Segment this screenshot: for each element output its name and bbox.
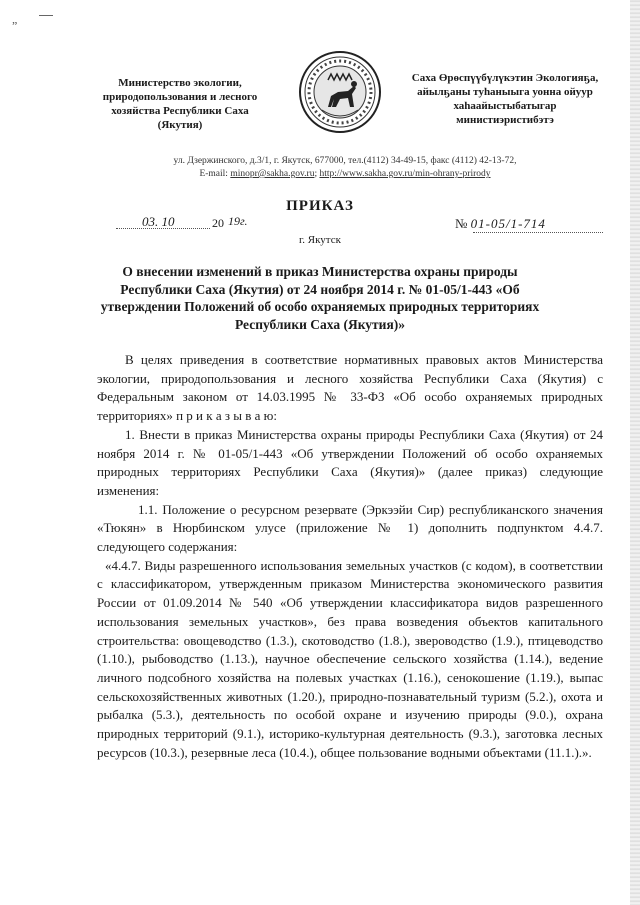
email-link[interactable]: minopr@sakha.gov.ru: [230, 169, 315, 179]
order-heading: О внесении изменений в приказ Министерства охраны природы Республики Саха (Якутия) от 24 ноября 2014 г. № 01-05/1-443 «Об утверждении Положений об особо охраняемых природных территориях Республики Саха (Якутия)»: [100, 264, 540, 332]
address-line: ул. Дзержинского, д.3/1, г. Якутск, 677000, тел.(4112) 34-49-15, факс (4112) 42-13-72,: [173, 156, 517, 166]
coat-of-arms-icon: [298, 50, 382, 134]
contact-block: [150, 155, 540, 181]
corner-dash: [39, 15, 53, 16]
number-blank: [473, 232, 603, 233]
paragraph-item-1-1: 1.1. Положение о ресурсном резервате (Эркээйи Сир) республиканского значения «Тюкян» в Нюрбинском улусе (приложение № 1) дополнить подпунктом 4.4.7. следующего содержания:: [97, 501, 603, 555]
order-date: [116, 214, 266, 232]
number-prefix: №: [455, 216, 468, 231]
website-link[interactable]: http://www.sakha.gov.ru/min-ohrany-prirody: [319, 169, 491, 179]
order-number: [455, 216, 546, 232]
year-prefix: 20: [212, 216, 224, 230]
paragraph-preamble: В целях приведения в соответствие нормативных правовых актов Министерства экологии, природопользования и лесного хозяйства Республики Саха (Якутия) с Федеральным законом от 14.03.1995 № 33-ФЗ «Об особо охраняемых природных территориях» п р и к а з ы в а ю:: [97, 352, 603, 424]
ministry-name-yakut: Саха Өрөспүүбүлүкэтин Экологияҕа, айылҕаны туһаныыга уонна ойуур хаһаайыстыбатыгар министиэристибэтэ: [411, 72, 599, 126]
handwritten-number: 01-05/1-714: [470, 216, 546, 231]
handwritten-date: 03. 10: [142, 214, 175, 229]
email-line: E-mail: minopr@sakha.gov.ru; http://www.sakha.gov.ru/min-ohrany-prirody: [199, 169, 491, 179]
order-body: [97, 351, 603, 762]
email-label: E-mail:: [199, 169, 228, 179]
city-line: г. Якутск: [299, 234, 341, 246]
handwritten-year: 19г.: [228, 214, 248, 228]
document-title: ПРИКАЗ: [286, 198, 354, 214]
scan-edge: [630, 0, 640, 905]
corner-mark: „: [12, 12, 18, 26]
paragraph-item-4-4-7: «4.4.7. Виды разрешенного использования земельных участков (с кодом), в соответствии с классификатором, утвержденным приказом Министерства экономического развития России от 01.09.2014 № 540 «Об утверждении классификатора видов разрешенного использования земельных участков», без права возведения объектов капитального строительства: овощеводство (1.3.), скотоводство (1.8.), звероводство (1.9.), птицеводство (1.10.), рыбоводство (1.13.), научное обеспечение сельского хозяйства (1.14.), ведение личного подсобного хозяйства на полевых участках (1.16.), сенокошение (1.19.), выпас сельскохозяйственных животных (1.20.), природно-познавательный туризм (5.2.), охота и рыбалка (5.3.), деятельность по особой охране и изучению природы (9.0.), охрана природных территорий (9.1.), историко-культурная деятельность (9.3.), заготовка лесных ресурсов (10.3.), резервные леса (10.4.), общее пользование водными объектами (11.1.).».: [97, 557, 603, 760]
paragraph-item-1: 1. Внести в приказ Министерства охраны природы Республики Саха (Якутия) от 24 ноября 2014 г. № 01-05/1-443 «Об утверждении Положений об особо охраняемых природных территориях Республики Саха (Якутия)» (далее приказ) следующие изменения:: [97, 426, 603, 498]
ministry-name-russian: Министерство экологии, природопользования и лесного хозяйства Республики Саха (Якутия): [102, 77, 258, 131]
